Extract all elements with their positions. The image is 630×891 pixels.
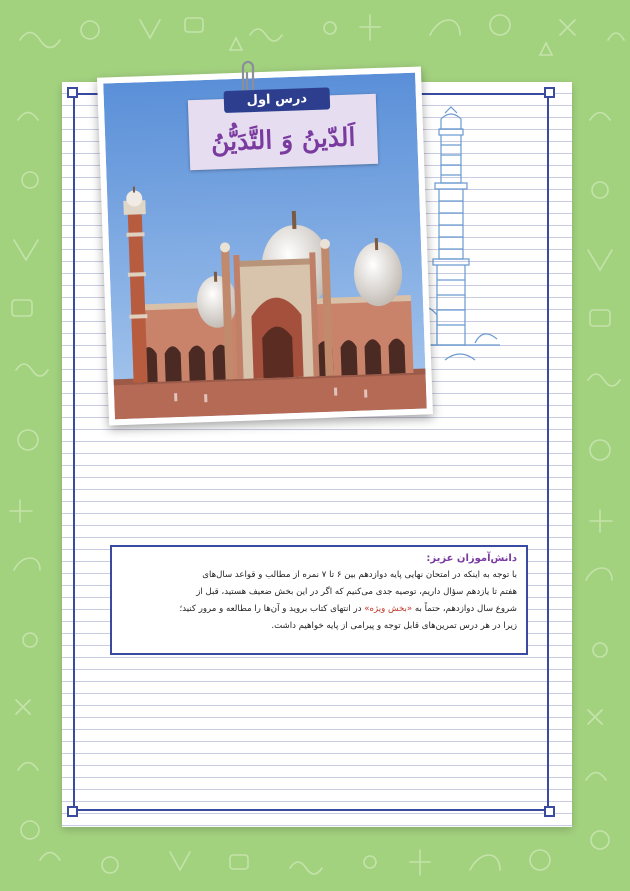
- note-line: با توجه به اینکه در امتحان نهایی پایه دوازدهم بین ۶ تا ۷ نمره از مطالب و قواعد سال‌های: [202, 570, 517, 580]
- note-heading: دانش‌آموزان عزیز:: [426, 553, 517, 564]
- lesson-title: اَلدّينُ وَ التَّدَيُّنُ: [210, 122, 356, 157]
- note-line: هفتم تا یازدهم سؤال داریم، توصیه جدی می‌کنیم که اگر در این بخش ضعیف هستید، قبل از: [196, 587, 517, 597]
- lesson-number-label: درس اول: [224, 87, 331, 113]
- note-line-text: در انتهای کتاب بروید و آن‌ها را مطالعه و مرور کنید؛: [179, 604, 365, 614]
- frame-corner: [67, 87, 78, 98]
- special-section-highlight: «بخش ویژه»: [364, 604, 413, 614]
- frame-corner: [544, 806, 555, 817]
- frame-corner: [67, 806, 78, 817]
- note-line: [121, 601, 517, 618]
- frame-corner: [544, 87, 555, 98]
- note-line-text: شروع سال دوازدهم، حتماً به: [412, 604, 517, 614]
- note-line: زیرا در هر درس تمرین‌های قابل توجه و پیرامی از پایه خواهیم داشت.: [271, 621, 517, 631]
- lesson-title-badge: [188, 91, 378, 171]
- student-note-box: [110, 545, 528, 655]
